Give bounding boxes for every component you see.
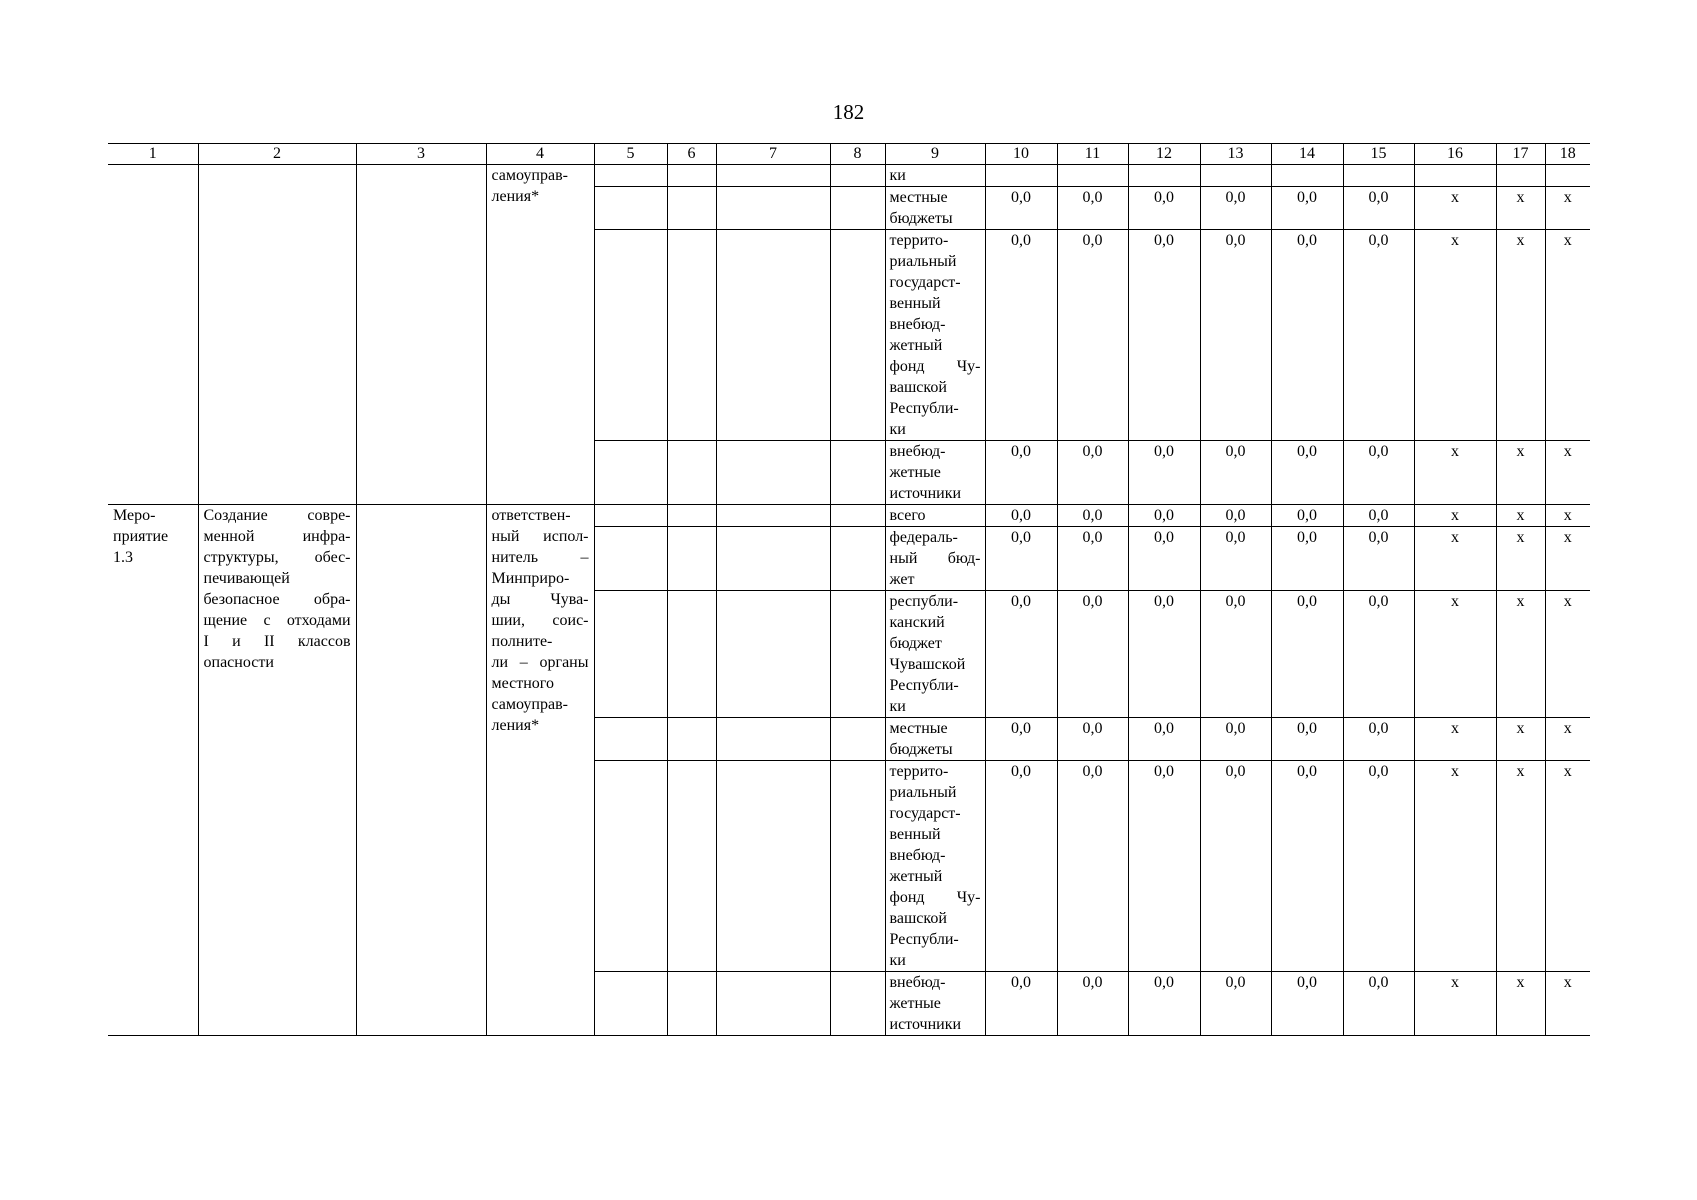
mark-cell: х (1414, 591, 1496, 718)
empty-cell-col-8 (830, 505, 885, 527)
empty-cell-col-8 (830, 187, 885, 230)
mark-cell (1545, 165, 1590, 187)
value-cell: 0,0 (1271, 230, 1343, 441)
value-cell: 0,0 (1057, 591, 1128, 718)
table-row (108, 165, 1590, 187)
empty-cell-col-6 (667, 505, 716, 527)
value-cell (985, 165, 1057, 187)
column-number-8: 8 (830, 144, 885, 165)
text-line: федераль- (889, 529, 958, 546)
mark-cell: х (1545, 527, 1590, 591)
text-line: жетный (889, 337, 943, 354)
mark-cell: х (1414, 527, 1496, 591)
value-cell: 0,0 (1128, 761, 1200, 972)
empty-cell-col-6 (667, 165, 716, 187)
empty-cell-col-6 (667, 761, 716, 972)
value-cell: 0,0 (1057, 761, 1128, 972)
column-number-18: 18 (1545, 144, 1590, 165)
text-line: бюджеты (889, 210, 953, 227)
text-line: внебюд- (889, 974, 946, 991)
mark-cell: х (1545, 591, 1590, 718)
executor-cell (486, 505, 594, 1036)
funding-source-cell (885, 505, 985, 527)
text-line: риальный (889, 784, 957, 801)
mark-cell: х (1496, 972, 1545, 1036)
value-cell: 0,0 (985, 527, 1057, 591)
value-cell: 0,0 (1200, 527, 1271, 591)
mark-cell: х (1496, 187, 1545, 230)
empty-cell-col-7 (716, 441, 830, 505)
column-number-row (108, 144, 1590, 165)
empty-cell-col-8 (830, 718, 885, 761)
text-line: щение с отходами (203, 612, 351, 629)
empty-cell-col-8 (830, 441, 885, 505)
text-line: бюджет (889, 635, 942, 652)
mark-cell (1496, 165, 1545, 187)
value-cell (1128, 165, 1200, 187)
text-line: приятие (113, 528, 169, 545)
column-number-9: 9 (885, 144, 985, 165)
text-line: I и II классов (203, 633, 351, 650)
value-cell: 0,0 (1128, 972, 1200, 1036)
value-cell: 0,0 (1057, 230, 1128, 441)
value-cell: 0,0 (1343, 972, 1414, 1036)
text-line: ный бюд- (889, 550, 981, 567)
mark-cell: х (1545, 761, 1590, 972)
measure-name-cell (198, 165, 356, 505)
text-line: венный (889, 295, 941, 312)
text-line: 1.3 (113, 549, 133, 566)
column-number-7: 7 (716, 144, 830, 165)
empty-cell-col-7 (716, 187, 830, 230)
empty-cell-col-6 (667, 972, 716, 1036)
funding-source-cell (885, 230, 985, 441)
value-cell: 0,0 (1057, 527, 1128, 591)
value-cell: 0,0 (1343, 505, 1414, 527)
responsible-cell (356, 165, 486, 505)
empty-cell-col-8 (830, 527, 885, 591)
value-cell: 0,0 (1128, 718, 1200, 761)
value-cell: 0,0 (1343, 591, 1414, 718)
value-cell: 0,0 (1343, 441, 1414, 505)
text-line: Чувашской (889, 656, 966, 673)
mark-cell: х (1496, 441, 1545, 505)
text-line: источники (889, 485, 962, 502)
empty-cell-col-5 (594, 972, 667, 1036)
text-line: ки (889, 167, 906, 184)
mark-cell: х (1414, 230, 1496, 441)
empty-cell-col-7 (716, 718, 830, 761)
empty-cell-col-6 (667, 230, 716, 441)
value-cell: 0,0 (985, 441, 1057, 505)
value-cell: 0,0 (1343, 527, 1414, 591)
mark-cell: х (1496, 505, 1545, 527)
text-line: канский (889, 614, 945, 631)
empty-cell-col-7 (716, 591, 830, 718)
empty-cell-col-6 (667, 527, 716, 591)
text-line: террито- (889, 232, 949, 249)
responsible-cell (356, 505, 486, 1036)
empty-cell-col-8 (830, 761, 885, 972)
mark-cell: х (1545, 505, 1590, 527)
text-line: террито- (889, 763, 949, 780)
text-line: внебюд- (889, 316, 946, 333)
text-line: риальный (889, 253, 957, 270)
text-line: государст- (889, 274, 961, 291)
funding-source-cell (885, 972, 985, 1036)
empty-cell-col-5 (594, 230, 667, 441)
measure-name-cell (198, 505, 356, 1036)
column-number-1: 1 (108, 144, 198, 165)
column-number-10: 10 (985, 144, 1057, 165)
empty-cell-col-5 (594, 718, 667, 761)
text-line: всего (889, 507, 926, 524)
funding-source-cell (885, 187, 985, 230)
mark-cell: х (1545, 718, 1590, 761)
column-number-5: 5 (594, 144, 667, 165)
column-number-15: 15 (1343, 144, 1414, 165)
value-cell: 0,0 (1200, 591, 1271, 718)
empty-cell-col-7 (716, 165, 830, 187)
text-line: местного (491, 675, 554, 692)
executor-cell (486, 165, 594, 505)
text-line: ки (889, 952, 906, 969)
mark-cell: х (1414, 187, 1496, 230)
empty-cell-col-6 (667, 718, 716, 761)
text-line: жетные (889, 464, 941, 481)
column-number-12: 12 (1128, 144, 1200, 165)
mark-cell: х (1414, 441, 1496, 505)
value-cell (1200, 165, 1271, 187)
column-number-13: 13 (1200, 144, 1271, 165)
funding-source-cell (885, 761, 985, 972)
mark-cell: х (1545, 441, 1590, 505)
table-row (108, 505, 1590, 527)
value-cell: 0,0 (1343, 187, 1414, 230)
text-line: местные (889, 189, 948, 206)
text-line: жетный (889, 868, 943, 885)
text-line: фонд Чу- (889, 358, 981, 375)
text-line: ления* (491, 188, 540, 205)
value-cell: 0,0 (985, 761, 1057, 972)
empty-cell-col-7 (716, 527, 830, 591)
value-cell: 0,0 (985, 230, 1057, 441)
text-line: опасности (203, 654, 274, 671)
text-line: внебюд- (889, 443, 946, 460)
value-cell: 0,0 (1271, 505, 1343, 527)
value-cell: 0,0 (985, 591, 1057, 718)
value-cell: 0,0 (1200, 230, 1271, 441)
text-line: ли – органы (491, 654, 589, 671)
value-cell: 0,0 (1057, 441, 1128, 505)
text-line: ды Чува- (491, 591, 589, 608)
text-line: ки (889, 421, 906, 438)
value-cell: 0,0 (1128, 187, 1200, 230)
measure-status-cell (108, 165, 198, 505)
column-number-16: 16 (1414, 144, 1496, 165)
text-line: фонд Чу- (889, 889, 981, 906)
empty-cell-col-5 (594, 165, 667, 187)
mark-cell: х (1496, 718, 1545, 761)
text-line: менной инфра- (203, 528, 351, 545)
empty-cell-col-5 (594, 761, 667, 972)
text-line: источники (889, 1016, 962, 1033)
empty-cell-col-7 (716, 761, 830, 972)
value-cell: 0,0 (1271, 591, 1343, 718)
empty-cell-col-5 (594, 591, 667, 718)
empty-cell-col-7 (716, 972, 830, 1036)
value-cell (1057, 165, 1128, 187)
value-cell: 0,0 (985, 505, 1057, 527)
text-line: Минприро- (491, 570, 570, 587)
text-line: вашской (889, 910, 947, 927)
mark-cell: х (1496, 761, 1545, 972)
text-line: ный испол- (491, 528, 589, 545)
value-cell: 0,0 (1271, 441, 1343, 505)
empty-cell-col-8 (830, 230, 885, 441)
text-line: печивающей (203, 570, 290, 587)
value-cell: 0,0 (1128, 505, 1200, 527)
mark-cell: х (1496, 591, 1545, 718)
text-line: шии, соис- (491, 612, 589, 629)
text-line: внебюд- (889, 847, 946, 864)
empty-cell-col-5 (594, 441, 667, 505)
empty-cell-col-5 (594, 527, 667, 591)
text-line: ления* (491, 717, 540, 734)
mark-cell: х (1414, 761, 1496, 972)
column-number-3: 3 (356, 144, 486, 165)
empty-cell-col-5 (594, 505, 667, 527)
value-cell: 0,0 (1200, 441, 1271, 505)
empty-cell-col-5 (594, 187, 667, 230)
value-cell: 0,0 (1271, 761, 1343, 972)
value-cell: 0,0 (1271, 972, 1343, 1036)
funding-source-cell (885, 441, 985, 505)
value-cell: 0,0 (1343, 230, 1414, 441)
funding-source-cell (885, 527, 985, 591)
value-cell: 0,0 (1271, 187, 1343, 230)
empty-cell-col-7 (716, 505, 830, 527)
value-cell: 0,0 (1271, 718, 1343, 761)
text-line: Меро- (113, 507, 156, 524)
mark-cell: х (1545, 230, 1590, 441)
text-line: нитель – (491, 549, 589, 566)
value-cell: 0,0 (1128, 441, 1200, 505)
value-cell (1343, 165, 1414, 187)
page-number: 182 (832, 100, 865, 124)
value-cell: 0,0 (1200, 505, 1271, 527)
column-number-14: 14 (1271, 144, 1343, 165)
measure-status-cell (108, 505, 198, 1036)
text-line: бюджеты (889, 741, 953, 758)
table-body (108, 144, 1590, 1036)
value-cell: 0,0 (1057, 187, 1128, 230)
mark-cell: х (1414, 505, 1496, 527)
value-cell: 0,0 (1128, 527, 1200, 591)
text-line: республи- (889, 593, 959, 610)
budget-table (108, 143, 1590, 1036)
funding-source-cell (885, 591, 985, 718)
empty-cell-col-6 (667, 187, 716, 230)
column-number-6: 6 (667, 144, 716, 165)
value-cell: 0,0 (985, 972, 1057, 1036)
text-line: венный (889, 826, 941, 843)
funding-source-cell (885, 165, 985, 187)
funding-source-cell (885, 718, 985, 761)
text-line: самоуправ- (491, 167, 568, 184)
text-line: Республи- (889, 400, 959, 417)
column-number-4: 4 (486, 144, 594, 165)
text-line: местные (889, 720, 948, 737)
text-line: полните- (491, 633, 553, 650)
column-number-2: 2 (198, 144, 356, 165)
text-line: жетные (889, 995, 941, 1012)
text-line: безопасное обра- (203, 591, 351, 608)
value-cell: 0,0 (1057, 718, 1128, 761)
column-number-11: 11 (1057, 144, 1128, 165)
empty-cell-col-6 (667, 591, 716, 718)
column-number-17: 17 (1496, 144, 1545, 165)
value-cell: 0,0 (985, 187, 1057, 230)
value-cell: 0,0 (1128, 230, 1200, 441)
value-cell: 0,0 (1271, 527, 1343, 591)
text-line: Республи- (889, 677, 959, 694)
text-line: жет (889, 571, 915, 588)
value-cell: 0,0 (1057, 972, 1128, 1036)
empty-cell-col-7 (716, 230, 830, 441)
text-line: самоуправ- (491, 696, 568, 713)
value-cell: 0,0 (1200, 187, 1271, 230)
text-line: структуры, обес- (203, 549, 351, 566)
empty-cell-col-8 (830, 972, 885, 1036)
value-cell: 0,0 (1343, 718, 1414, 761)
empty-cell-col-6 (667, 441, 716, 505)
text-line: вашской (889, 379, 947, 396)
text-line: государст- (889, 805, 961, 822)
mark-cell: х (1545, 187, 1590, 230)
value-cell: 0,0 (1057, 505, 1128, 527)
value-cell: 0,0 (1343, 761, 1414, 972)
mark-cell: х (1414, 972, 1496, 1036)
empty-cell-col-8 (830, 591, 885, 718)
value-cell: 0,0 (1200, 761, 1271, 972)
text-line: Республи- (889, 931, 959, 948)
mark-cell: х (1496, 230, 1545, 441)
text-line: Создание совре- (203, 507, 351, 524)
value-cell: 0,0 (1128, 591, 1200, 718)
value-cell: 0,0 (1200, 718, 1271, 761)
text-line: ки (889, 698, 906, 715)
empty-cell-col-8 (830, 165, 885, 187)
value-cell: 0,0 (1200, 972, 1271, 1036)
mark-cell: х (1414, 718, 1496, 761)
mark-cell (1414, 165, 1496, 187)
value-cell: 0,0 (985, 718, 1057, 761)
value-cell (1271, 165, 1343, 187)
mark-cell: х (1496, 527, 1545, 591)
mark-cell: х (1545, 972, 1590, 1036)
text-line: ответствен- (491, 507, 571, 524)
